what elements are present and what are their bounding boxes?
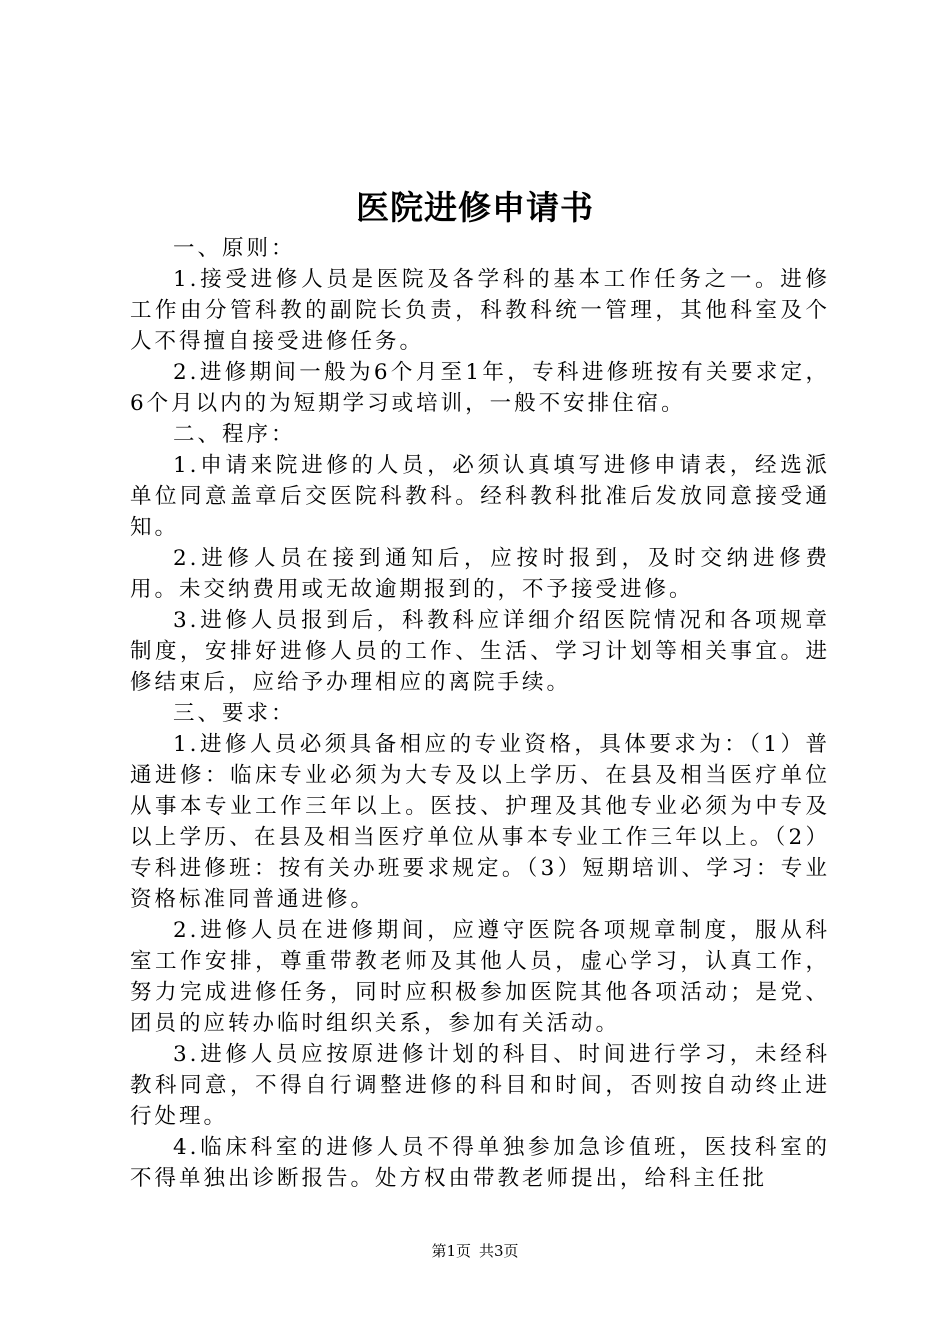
- paragraph: 3.进修人员报到后，科教科应详细介绍医院情况和各项规章制度，安排好进修人员的工作、生活、学习计划等相关事宜。进修结束后，应给予办理相应的离院手续。: [130, 608, 830, 695]
- paragraph: 2.进修人员在接到通知后，应按时报到，及时交纳进修费用。未交纳费用或无故逾期报到的，不予接受进修。: [130, 546, 830, 602]
- page-number: 第1页: [431, 1242, 471, 1260]
- page-total: 共3页: [479, 1242, 519, 1260]
- page-footer: [0, 1241, 950, 1261]
- paragraph: 4.临床科室的进修人员不得单独参加急诊值班，医技科室的不得单独出诊断报告。处方权由带教老师提出，给科主任批: [130, 1135, 830, 1191]
- paragraph: 1.接受进修人员是医院及各学科的基本工作任务之一。进修工作由分管科教的副院长负责，科教科统一管理，其他科室及个人不得擅自接受进修任务。: [130, 267, 830, 354]
- section-heading-principles: 一、原则：: [173, 236, 296, 261]
- paragraph: 2.进修人员在进修期间，应遵守医院各项规章制度，服从科室工作安排，尊重带教老师及其他人员，虚心学习，认真工作，努力完成进修任务，同时应积极参加医院其他各项活动；是党、团员的应转办临时组织关系，参加有关活动。: [130, 918, 830, 1036]
- paragraph: 3.进修人员应按原进修计划的科目、时间进行学习，未经科教科同意，不得自行调整进修的科目和时间，否则按自动终止进行处理。: [130, 1042, 830, 1129]
- document-body: [130, 233, 830, 1194]
- paragraph: 2.进修期间一般为6个月至1年，专科进修班按有关要求定，6个月以内的为短期学习或培训，一般不安排住宿。: [130, 360, 830, 416]
- document-title: 医院进修申请书: [356, 188, 594, 227]
- paragraph: 1.申请来院进修的人员，必须认真填写进修申请表，经选派单位同意盖章后交医院科教科。经科教科批准后发放同意接受通知。: [130, 453, 830, 540]
- section-heading-procedure: 二、程序：: [173, 422, 296, 447]
- section-heading-requirements: 三、要求：: [173, 701, 296, 726]
- paragraph: 1.进修人员必须具备相应的专业资格，具体要求为：（1）普通进修：临床专业必须为大专及以上学历、在县及相当医疗单位从事本专业工作三年以上。医技、护理及其他专业必须为中专及以上学历、在县及相当医疗单位从事本专业工作三年以上。（2）专科进修班：按有关办班要求规定。（3）短期培训、学习：专业资格标准同普通进修。: [130, 732, 830, 912]
